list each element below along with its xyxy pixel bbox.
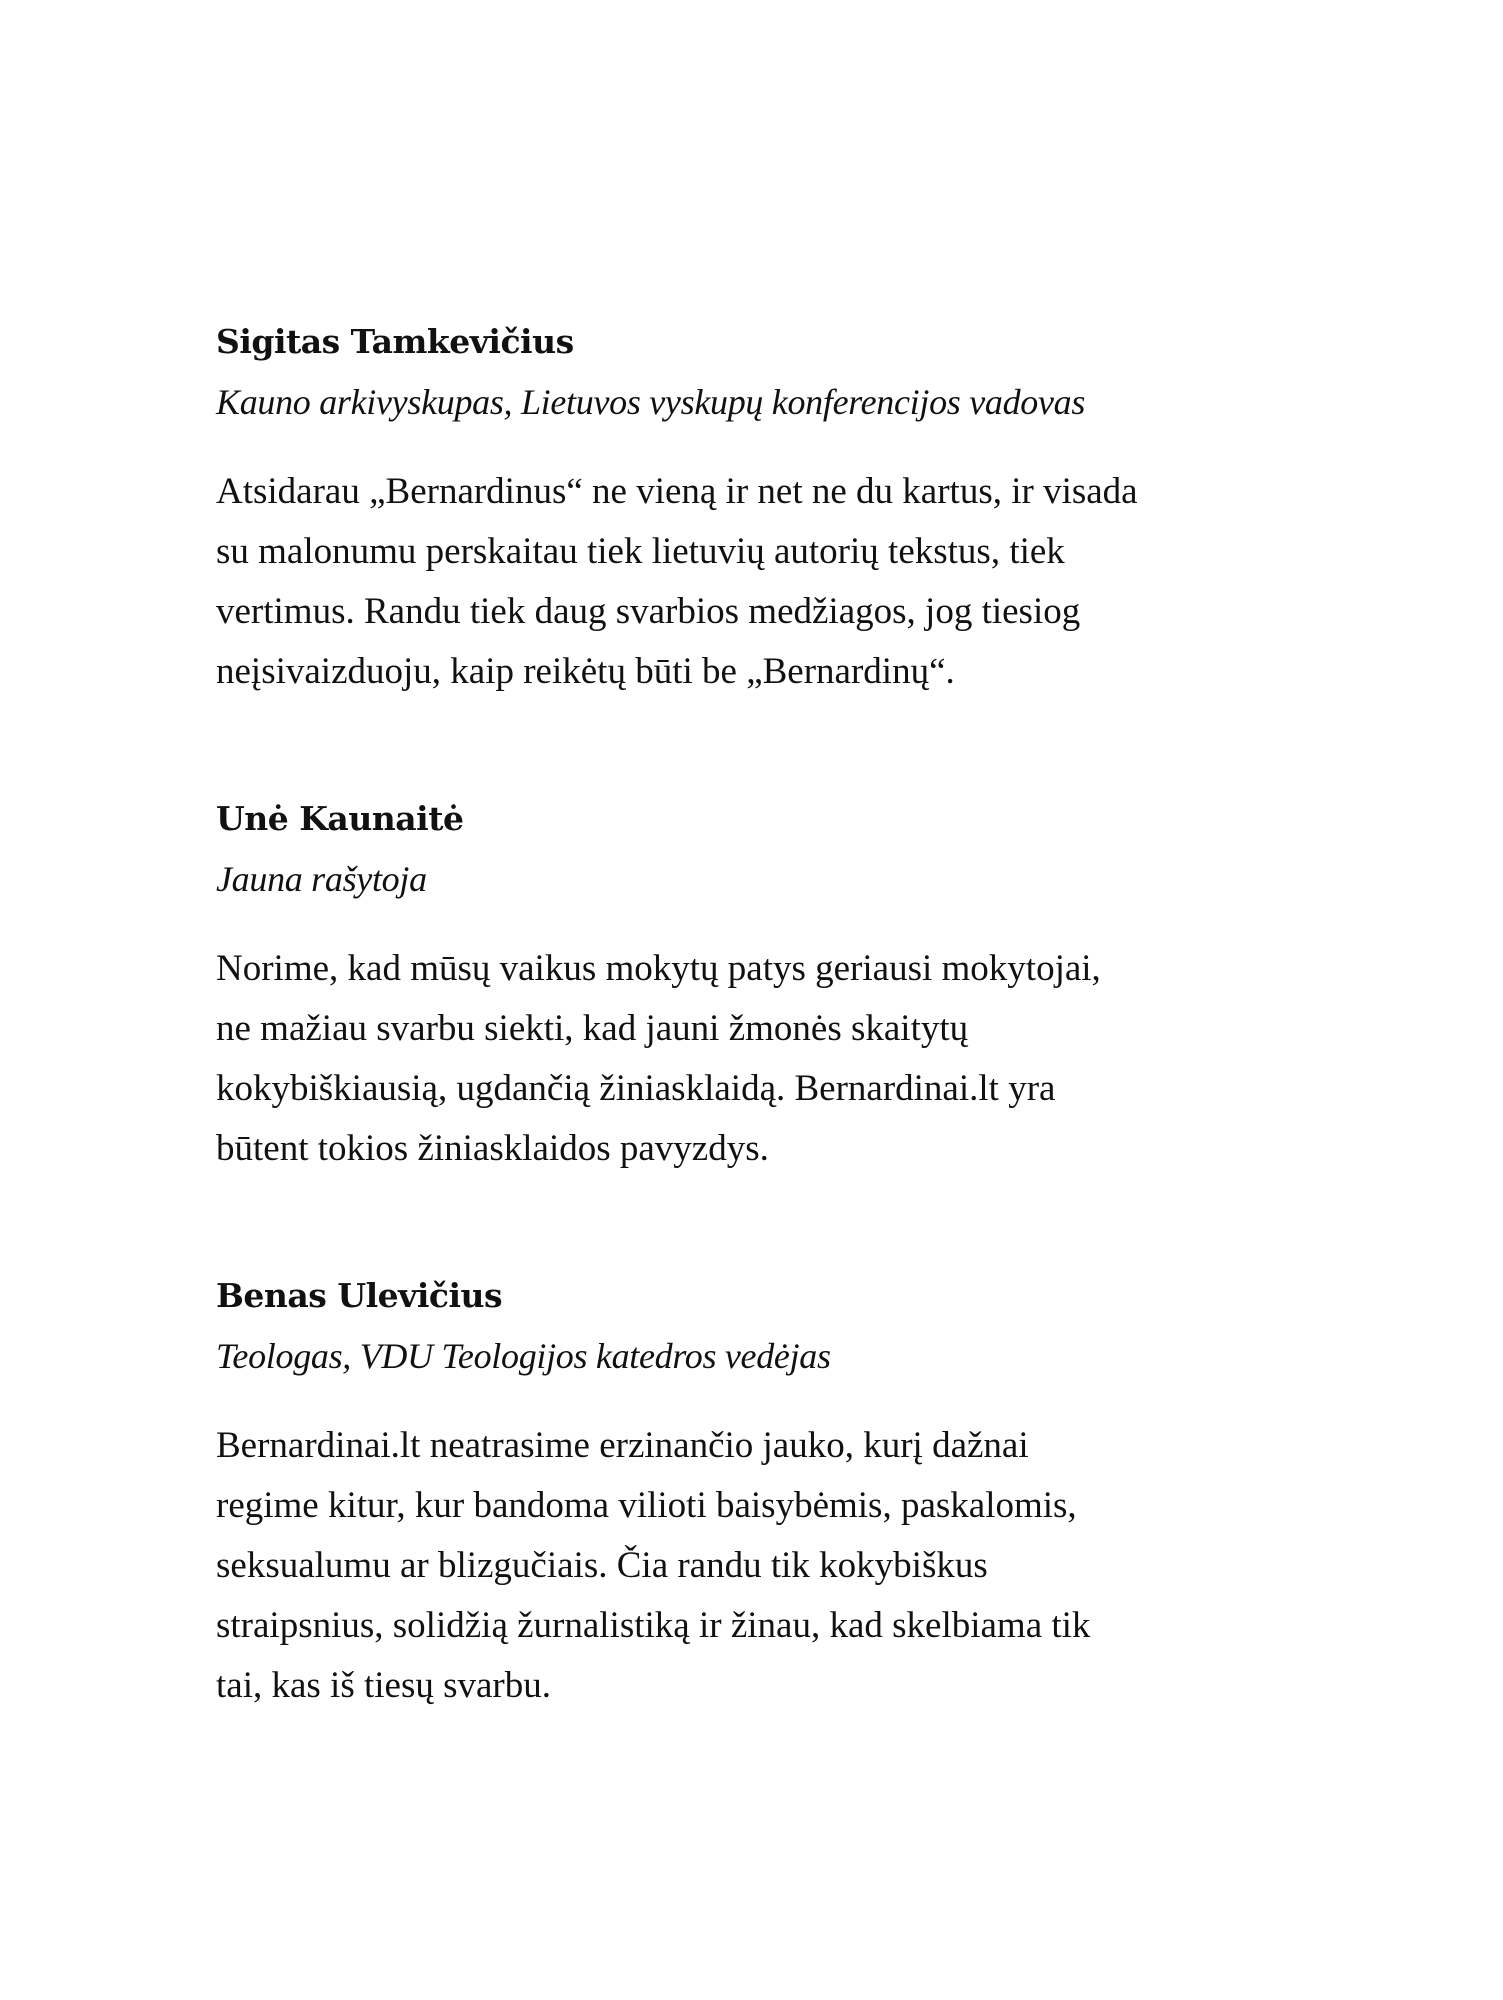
testimonial-quote: [216, 1416, 1276, 1716]
quote-line: tai, kas iš tiesų svarbu.: [216, 1665, 552, 1706]
testimonial-quote: [216, 462, 1276, 702]
quote-line: Bernardinai.lt neatrasime erzinančio jauko, kurį dažnai: [216, 1425, 1029, 1466]
quote-line: regime kitur, kur bandoma vilioti baisybėmis, paskalomis,: [216, 1485, 1077, 1526]
section-spacer: [216, 702, 1316, 789]
quote-line: straipsnius, solidžią žurnalistiką ir žinau, kad skelbiama tik: [216, 1605, 1091, 1646]
quote-line: ne mažiau svarbu siekti, kad jauni žmonės skaitytų: [216, 1008, 969, 1049]
testimonial-author-name: Benas Ulevičius: [216, 1276, 503, 1315]
testimonial-ulevicius: [216, 1266, 1316, 1716]
quote-line: su malonumu perskaitau tiek lietuvių autorių tekstus, tiek: [216, 531, 1065, 572]
section-spacer: [216, 1179, 1316, 1266]
testimonials-page: [216, 312, 1316, 1716]
quote-line: kokybiškiausią, ugdančią žiniasklaidą. Bernardinai.lt yra: [216, 1068, 1056, 1109]
quote-line: seksualumu ar blizgučiais. Čia randu tik kokybiškus: [216, 1545, 988, 1586]
testimonial-author-name: Sigitas Tamkevičius: [216, 322, 574, 361]
testimonial-author-role: Teologas, VDU Teologijos katedros vedėjas: [216, 1336, 831, 1376]
quote-line: Atsidarau „Bernardinus“ ne vieną ir net ne du kartus, ir visada: [216, 471, 1138, 512]
quote-line: būtent tokios žiniasklaidos pavyzdys.: [216, 1128, 769, 1169]
quote-line: Norime, kad mūsų vaikus mokytų patys geriausi mokytojai,: [216, 948, 1101, 989]
quote-line: vertimus. Randu tiek daug svarbios medžiagos, jog tiesiog: [216, 591, 1081, 632]
testimonial-author-role: Jauna rašytoja: [216, 859, 427, 899]
testimonial-kaunaite: [216, 789, 1316, 1179]
testimonial-author-role: Kauno arkivyskupas, Lietuvos vyskupų konferencijos vadovas: [216, 382, 1086, 422]
testimonial-author-name: Unė Kaunaitė: [216, 799, 464, 838]
quote-line: neįsivaizduoju, kaip reikėtų būti be „Bernardinų“.: [216, 651, 955, 692]
testimonial-tamkevicius: [216, 312, 1316, 702]
testimonial-quote: [216, 939, 1276, 1179]
